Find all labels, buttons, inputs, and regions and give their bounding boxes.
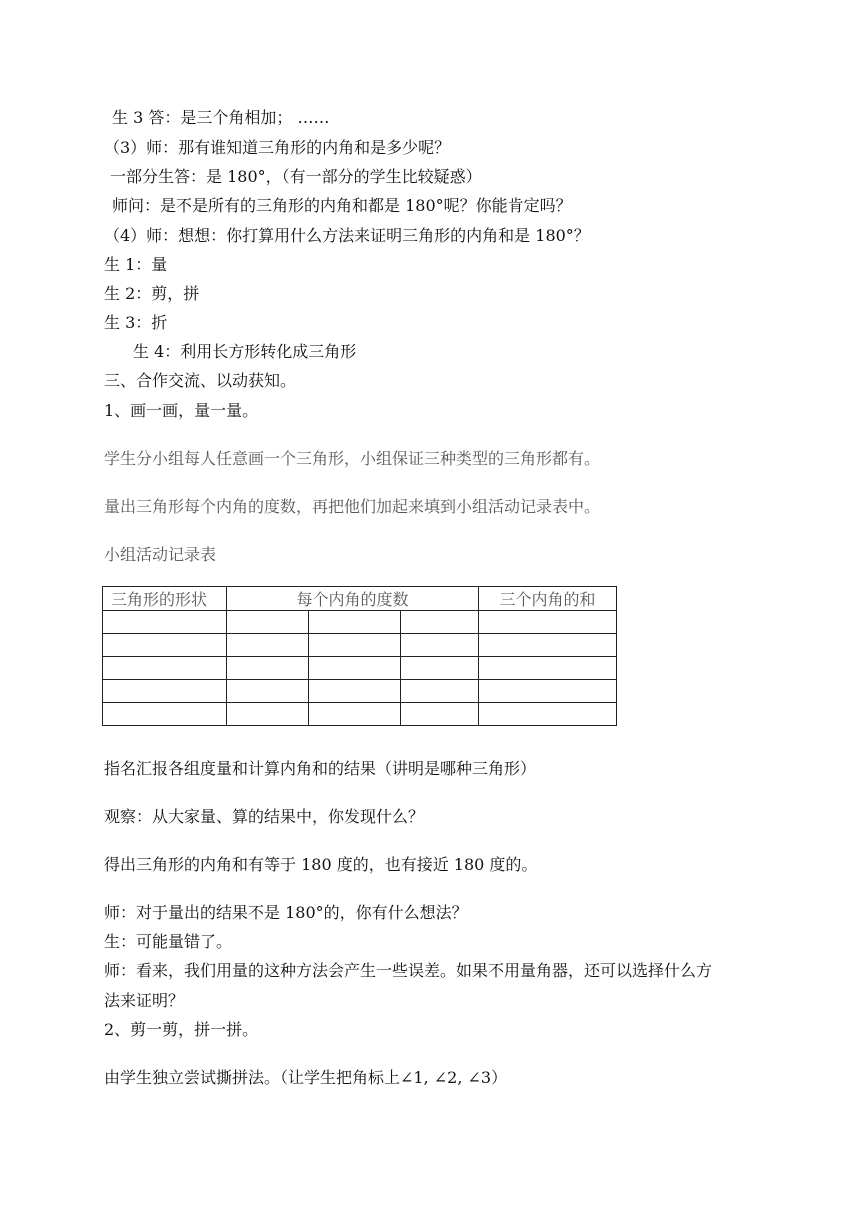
table-cell: [401, 611, 479, 634]
table-cell: [103, 634, 227, 657]
table-cell: [103, 680, 227, 703]
text-line: （4）师：想想：你打算用什么方法来证明三角形的内角和是 180°？: [104, 226, 590, 245]
table-row: [103, 703, 617, 726]
table-row: [103, 657, 617, 680]
table-cell: [227, 657, 309, 680]
table-cell: [309, 634, 401, 657]
text-line: 观察：从大家量、算的结果中，你发现什么？: [104, 807, 425, 826]
table-header-cell: 三个内角的和: [479, 587, 617, 611]
table-header-cell: 每个内角的度数: [227, 587, 479, 611]
text-line: 师：对于量出的结果不是 180°的，你有什么想法？: [104, 903, 468, 922]
text-line: 由学生独立尝试撕拼法。（让学生把角标上∠1, ∠2, ∠3）: [104, 1068, 508, 1087]
text-line: 生 2：剪，拼: [104, 284, 200, 303]
text-line: 学生分小组每人任意画一个三角形，小组保证三种类型的三角形都有。: [104, 449, 601, 468]
table-cell: [309, 657, 401, 680]
activity-record-table: [102, 586, 617, 726]
text-line: 指名汇报各组度量和计算内角和的结果（讲明是哪种三角形）: [104, 759, 537, 778]
table-cell: [401, 634, 479, 657]
subsection-heading: 2、剪一剪，拼一拼。: [104, 1020, 259, 1039]
table-cell: [227, 703, 309, 726]
table-cell: [479, 611, 617, 634]
text-line: 量出三角形每个内角的度数，再把他们加起来填到小组活动记录表中。: [104, 497, 601, 516]
table-cell: [103, 657, 227, 680]
table-row: [103, 634, 617, 657]
table-row: [103, 680, 617, 703]
text-line: 师问：是不是所有的三角形的内角和都是 180°呢？你能肯定吗？: [112, 196, 572, 215]
table-cell: [309, 680, 401, 703]
text-line: 生：可能量错了。: [104, 932, 233, 951]
table-cell: [401, 657, 479, 680]
table-cell: [479, 657, 617, 680]
table-cell: [227, 611, 309, 634]
text-line: 生 3 答：是三个角相加； ……: [112, 108, 330, 127]
table-row: [103, 611, 617, 634]
section-heading: 三、合作交流、以动获知。: [104, 371, 297, 390]
text-line: 法来证明？: [104, 991, 185, 1010]
table-caption: 小组活动记录表: [104, 545, 217, 564]
table-cell: [401, 680, 479, 703]
table-cell: [479, 634, 617, 657]
text-line: 得出三角形的内角和有等于 180 度的，也有接近 180 度的。: [104, 855, 538, 874]
table-header-cell: 三角形的形状: [103, 587, 227, 611]
table-cell: [103, 611, 227, 634]
table-cell: [227, 680, 309, 703]
table-cell: [479, 703, 617, 726]
text-line: （3）师：那有谁知道三角形的内角和是多少呢？: [104, 138, 451, 157]
table-cell: [103, 703, 227, 726]
text-line: 生 1：量: [104, 255, 168, 274]
subsection-heading: 1、画一画，量一量。: [104, 401, 259, 420]
table-cell: [309, 611, 401, 634]
text-line: 生 3：折: [104, 313, 168, 332]
table-cell: [401, 703, 479, 726]
table-cell: [227, 634, 309, 657]
text-line: 生 4：利用长方形转化成三角形: [133, 342, 357, 361]
table-header-row: [103, 587, 617, 611]
text-line: 一部分生答：是 180°，（有一部分的学生比较疑惑）: [110, 167, 482, 186]
table-cell: [309, 703, 401, 726]
table-cell: [479, 680, 617, 703]
text-line: 师：看来，我们用量的这种方法会产生一些误差。如果不用量角器，还可以选择什么方: [104, 961, 713, 980]
